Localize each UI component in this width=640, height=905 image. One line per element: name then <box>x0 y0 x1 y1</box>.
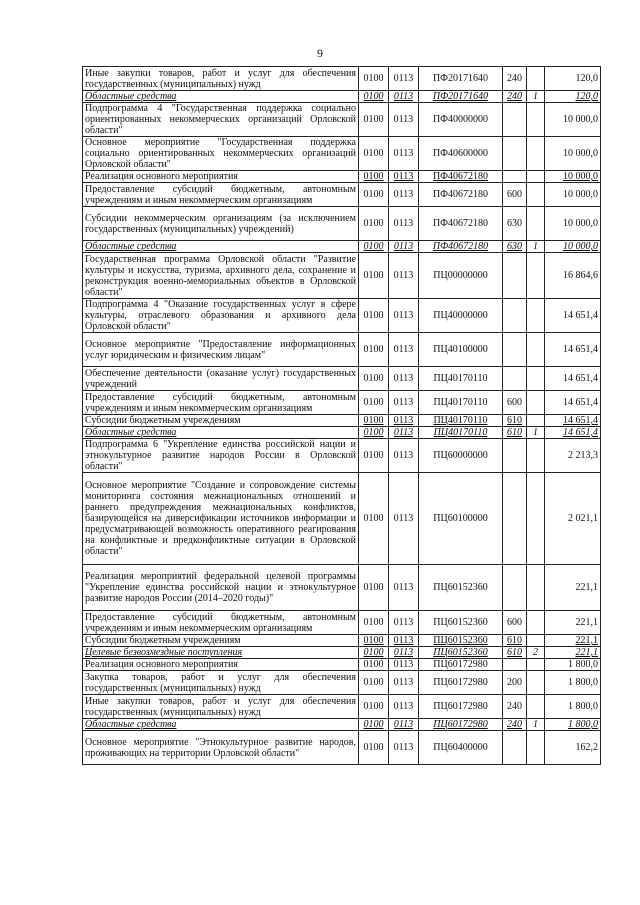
row-subsection: 0113 <box>389 415 419 427</box>
row-subsection: 0113 <box>389 67 419 91</box>
row-expense-type: 610 <box>503 647 527 659</box>
table-row <box>83 731 601 765</box>
row-amount: 14 651,4 <box>545 415 601 427</box>
row-amount: 221,1 <box>545 565 601 611</box>
table-row <box>83 67 601 91</box>
row-expense-type <box>503 367 527 391</box>
row-expense-type <box>503 473 527 565</box>
row-target-code: ПФ40672180 <box>419 207 503 241</box>
row-target-code: ПФ40000000 <box>419 103 503 137</box>
row-expense-type <box>503 103 527 137</box>
row-target-code: ПЦ60000000 <box>419 439 503 473</box>
row-target-code: ПЦ40170110 <box>419 427 503 439</box>
row-source <box>527 565 545 611</box>
row-expense-type: 630 <box>503 207 527 241</box>
row-name: Субсидии бюджетным учреждениям <box>83 635 359 647</box>
row-subsection: 0113 <box>389 171 419 183</box>
row-section: 0100 <box>359 719 389 731</box>
row-source <box>527 731 545 765</box>
row-amount: 10 000,0 <box>545 171 601 183</box>
row-target-code: ПЦ40000000 <box>419 299 503 333</box>
row-section: 0100 <box>359 427 389 439</box>
table-row <box>83 299 601 333</box>
table-row <box>83 427 601 439</box>
row-subsection: 0113 <box>389 241 419 253</box>
row-amount: 10 000,0 <box>545 137 601 171</box>
row-section: 0100 <box>359 91 389 103</box>
row-subsection: 0113 <box>389 253 419 299</box>
row-name: Основное мероприятие "Создание и сопровождение системы мониторинга состояния межнациональных отношений и раннего предупреждения межнациональных конфликтов, базирующейся на диверсификации источников информации и предусматривающей возможность оперативного реагирования на конфликтные и предконфликтные ситуации в Орловской области" <box>83 473 359 565</box>
row-subsection: 0113 <box>389 731 419 765</box>
row-amount: 10 000,0 <box>545 207 601 241</box>
row-expense-type <box>503 659 527 671</box>
row-name: Реализация основного мероприятия <box>83 659 359 671</box>
row-section: 0100 <box>359 207 389 241</box>
row-source: 1 <box>527 719 545 731</box>
row-source <box>527 367 545 391</box>
row-section: 0100 <box>359 253 389 299</box>
table-row <box>83 635 601 647</box>
row-section: 0100 <box>359 635 389 647</box>
row-target-code: ПЦ60172980 <box>419 671 503 695</box>
row-expense-type: 200 <box>503 671 527 695</box>
row-target-code: ПЦ60152360 <box>419 635 503 647</box>
row-amount: 14 651,4 <box>545 427 601 439</box>
row-subsection: 0113 <box>389 439 419 473</box>
row-target-code: ПЦ40170110 <box>419 415 503 427</box>
row-target-code: ПЦ60172980 <box>419 659 503 671</box>
row-section: 0100 <box>359 647 389 659</box>
table-row <box>83 137 601 171</box>
row-name: Реализация мероприятий федеральной целевой программы "Укрепление единства российской нации и этнокультурное развитие народов России (2014–2020 годы)" <box>83 565 359 611</box>
table-row <box>83 415 601 427</box>
row-target-code: ПФ20171640 <box>419 67 503 91</box>
row-amount: 10 000,0 <box>545 241 601 253</box>
row-expense-type <box>503 565 527 611</box>
row-name: Иные закупки товаров, работ и услуг для обеспечения государственных (муниципальных) нужд <box>83 695 359 719</box>
row-source <box>527 473 545 565</box>
row-expense-type: 630 <box>503 241 527 253</box>
row-target-code: ПЦ40100000 <box>419 333 503 367</box>
row-expense-type: 240 <box>503 695 527 719</box>
table-row <box>83 241 601 253</box>
row-section: 0100 <box>359 367 389 391</box>
row-section: 0100 <box>359 439 389 473</box>
row-source <box>527 207 545 241</box>
row-amount: 14 651,4 <box>545 299 601 333</box>
page-number: 9 <box>317 46 323 60</box>
row-amount: 2 021,1 <box>545 473 601 565</box>
row-expense-type <box>503 333 527 367</box>
row-target-code: ПЦ00000000 <box>419 253 503 299</box>
row-section: 0100 <box>359 659 389 671</box>
row-section: 0100 <box>359 137 389 171</box>
table-row <box>83 171 601 183</box>
row-expense-type: 240 <box>503 67 527 91</box>
row-section: 0100 <box>359 671 389 695</box>
row-name: Обеспечение деятельности (оказание услуг) государственных учреждений <box>83 367 359 391</box>
table-row <box>83 647 601 659</box>
row-subsection: 0113 <box>389 367 419 391</box>
table-row <box>83 719 601 731</box>
row-name: Основное мероприятие "Этнокультурное развитие народов, проживающих на территории Орловской области" <box>83 731 359 765</box>
table-row <box>83 391 601 415</box>
row-name: Предоставление субсидий бюджетным, автономным учреждениям и иным некоммерческим организациям <box>83 391 359 415</box>
row-amount: 14 651,4 <box>545 333 601 367</box>
row-expense-type: 240 <box>503 719 527 731</box>
row-section: 0100 <box>359 731 389 765</box>
row-source <box>527 171 545 183</box>
row-source <box>527 333 545 367</box>
row-section: 0100 <box>359 67 389 91</box>
row-name: Закупка товаров, работ и услуг для обеспечения государственных (муниципальных) нужд <box>83 671 359 695</box>
row-expense-type: 610 <box>503 427 527 439</box>
row-section: 0100 <box>359 415 389 427</box>
row-source: 2 <box>527 647 545 659</box>
row-subsection: 0113 <box>389 103 419 137</box>
row-name: Подпрограмма 4 "Оказание государственных услуг в сфере культуры, отраслевого образования и архивного дела Орловской области" <box>83 299 359 333</box>
row-name: Подпрограмма 4 "Государственная поддержка социально ориентированных некоммерческих организаций Орловской области" <box>83 103 359 137</box>
row-subsection: 0113 <box>389 647 419 659</box>
row-subsection: 0113 <box>389 473 419 565</box>
row-amount: 16 864,6 <box>545 253 601 299</box>
row-amount: 120,0 <box>545 67 601 91</box>
table-row <box>83 253 601 299</box>
row-amount: 120,0 <box>545 91 601 103</box>
row-section: 0100 <box>359 473 389 565</box>
row-section: 0100 <box>359 103 389 137</box>
table-row <box>83 659 601 671</box>
row-amount: 1 800,0 <box>545 695 601 719</box>
row-name: Реализация основного мероприятия <box>83 171 359 183</box>
row-source <box>527 439 545 473</box>
row-source: 1 <box>527 91 545 103</box>
row-source <box>527 183 545 207</box>
row-expense-type <box>503 137 527 171</box>
row-name: Государственная программа Орловской области "Развитие культуры и искусства, туризма, архивного дела, сохранение и реконструкция военно-мемориальных объектов в Орловской области" <box>83 253 359 299</box>
row-section: 0100 <box>359 695 389 719</box>
row-target-code: ПЦ40170110 <box>419 391 503 415</box>
row-expense-type: 600 <box>503 611 527 635</box>
row-section: 0100 <box>359 391 389 415</box>
row-source <box>527 415 545 427</box>
row-subsection: 0113 <box>389 719 419 731</box>
row-source <box>527 671 545 695</box>
row-expense-type <box>503 253 527 299</box>
row-section: 0100 <box>359 171 389 183</box>
row-target-code: ПЦ60100000 <box>419 473 503 565</box>
row-subsection: 0113 <box>389 183 419 207</box>
row-expense-type: 240 <box>503 91 527 103</box>
row-section: 0100 <box>359 611 389 635</box>
row-name: Основное мероприятие "Предоставление информационных услуг юридическим и физическим лицам" <box>83 333 359 367</box>
table-row <box>83 367 601 391</box>
row-target-code: ПФ20171640 <box>419 91 503 103</box>
row-expense-type <box>503 731 527 765</box>
row-expense-type: 610 <box>503 415 527 427</box>
row-subsection: 0113 <box>389 695 419 719</box>
row-amount: 221,1 <box>545 647 601 659</box>
table-row <box>83 671 601 695</box>
row-amount: 10 000,0 <box>545 183 601 207</box>
row-source <box>527 67 545 91</box>
row-source <box>527 253 545 299</box>
row-name: Субсидии некоммерческим организациям (за исключением государственных (муниципальных) учреждений) <box>83 207 359 241</box>
row-section: 0100 <box>359 183 389 207</box>
table-row <box>83 565 601 611</box>
row-amount: 10 000,0 <box>545 103 601 137</box>
row-amount: 14 651,4 <box>545 367 601 391</box>
row-subsection: 0113 <box>389 207 419 241</box>
row-name: Областные средства <box>83 91 359 103</box>
row-name: Предоставление субсидий бюджетным, автономным учреждениям и иным некоммерческим организациям <box>83 183 359 207</box>
row-expense-type <box>503 299 527 333</box>
table-row <box>83 91 601 103</box>
row-subsection: 0113 <box>389 299 419 333</box>
row-source <box>527 695 545 719</box>
row-expense-type <box>503 439 527 473</box>
table-row <box>83 183 601 207</box>
row-source <box>527 137 545 171</box>
row-expense-type <box>503 171 527 183</box>
table-row <box>83 473 601 565</box>
row-subsection: 0113 <box>389 137 419 171</box>
table-row <box>83 207 601 241</box>
row-target-code: ПЦ60152360 <box>419 565 503 611</box>
row-source <box>527 391 545 415</box>
row-subsection: 0113 <box>389 391 419 415</box>
row-subsection: 0113 <box>389 91 419 103</box>
budget-table-body <box>83 67 601 765</box>
row-subsection: 0113 <box>389 565 419 611</box>
row-amount: 221,1 <box>545 635 601 647</box>
row-subsection: 0113 <box>389 427 419 439</box>
row-target-code: ПЦ60152360 <box>419 647 503 659</box>
row-amount: 1 800,0 <box>545 659 601 671</box>
row-section: 0100 <box>359 299 389 333</box>
row-target-code: ПФ40600000 <box>419 137 503 171</box>
row-target-code: ПФ40672180 <box>419 171 503 183</box>
row-expense-type: 600 <box>503 183 527 207</box>
row-target-code: ПЦ60400000 <box>419 731 503 765</box>
row-subsection: 0113 <box>389 635 419 647</box>
row-amount: 1 800,0 <box>545 671 601 695</box>
row-source <box>527 659 545 671</box>
row-source: 1 <box>527 241 545 253</box>
row-target-code: ПЦ60172980 <box>419 719 503 731</box>
budget-table <box>82 66 601 765</box>
row-name: Субсидии бюджетным учреждениям <box>83 415 359 427</box>
row-name: Иные закупки товаров, работ и услуг для обеспечения государственных (муниципальных) нужд <box>83 67 359 91</box>
table-row <box>83 439 601 473</box>
row-name: Подпрограмма 6 "Укрепление единства российской нации и этнокультурное развитие народов России в Орловской области" <box>83 439 359 473</box>
row-expense-type: 600 <box>503 391 527 415</box>
row-name: Областные средства <box>83 427 359 439</box>
row-name: Целевые безвозмездные поступления <box>83 647 359 659</box>
row-subsection: 0113 <box>389 659 419 671</box>
row-target-code: ПЦ40170110 <box>419 367 503 391</box>
row-source <box>527 103 545 137</box>
row-name: Предоставление субсидий бюджетным, автономным учреждениям и иным некоммерческим организациям <box>83 611 359 635</box>
row-section: 0100 <box>359 333 389 367</box>
table-row <box>83 611 601 635</box>
row-source <box>527 299 545 333</box>
row-target-code: ПФ40672180 <box>419 183 503 207</box>
row-source <box>527 611 545 635</box>
row-source: 1 <box>527 427 545 439</box>
row-target-code: ПЦ60152360 <box>419 611 503 635</box>
row-amount: 1 800,0 <box>545 719 601 731</box>
row-amount: 14 651,4 <box>545 391 601 415</box>
table-row <box>83 695 601 719</box>
row-section: 0100 <box>359 241 389 253</box>
row-subsection: 0113 <box>389 611 419 635</box>
row-target-code: ПФ40672180 <box>419 241 503 253</box>
row-amount: 221,1 <box>545 611 601 635</box>
row-section: 0100 <box>359 565 389 611</box>
row-subsection: 0113 <box>389 671 419 695</box>
row-name: Областные средства <box>83 719 359 731</box>
row-expense-type: 610 <box>503 635 527 647</box>
table-row <box>83 103 601 137</box>
row-subsection: 0113 <box>389 333 419 367</box>
row-source <box>527 635 545 647</box>
row-target-code: ПЦ60172980 <box>419 695 503 719</box>
row-name: Областные средства <box>83 241 359 253</box>
row-name: Основное мероприятие "Государственная поддержка социально ориентированных некоммерческих организаций Орловской области" <box>83 137 359 171</box>
row-amount: 162,2 <box>545 731 601 765</box>
row-amount: 2 213,3 <box>545 439 601 473</box>
table-row <box>83 333 601 367</box>
